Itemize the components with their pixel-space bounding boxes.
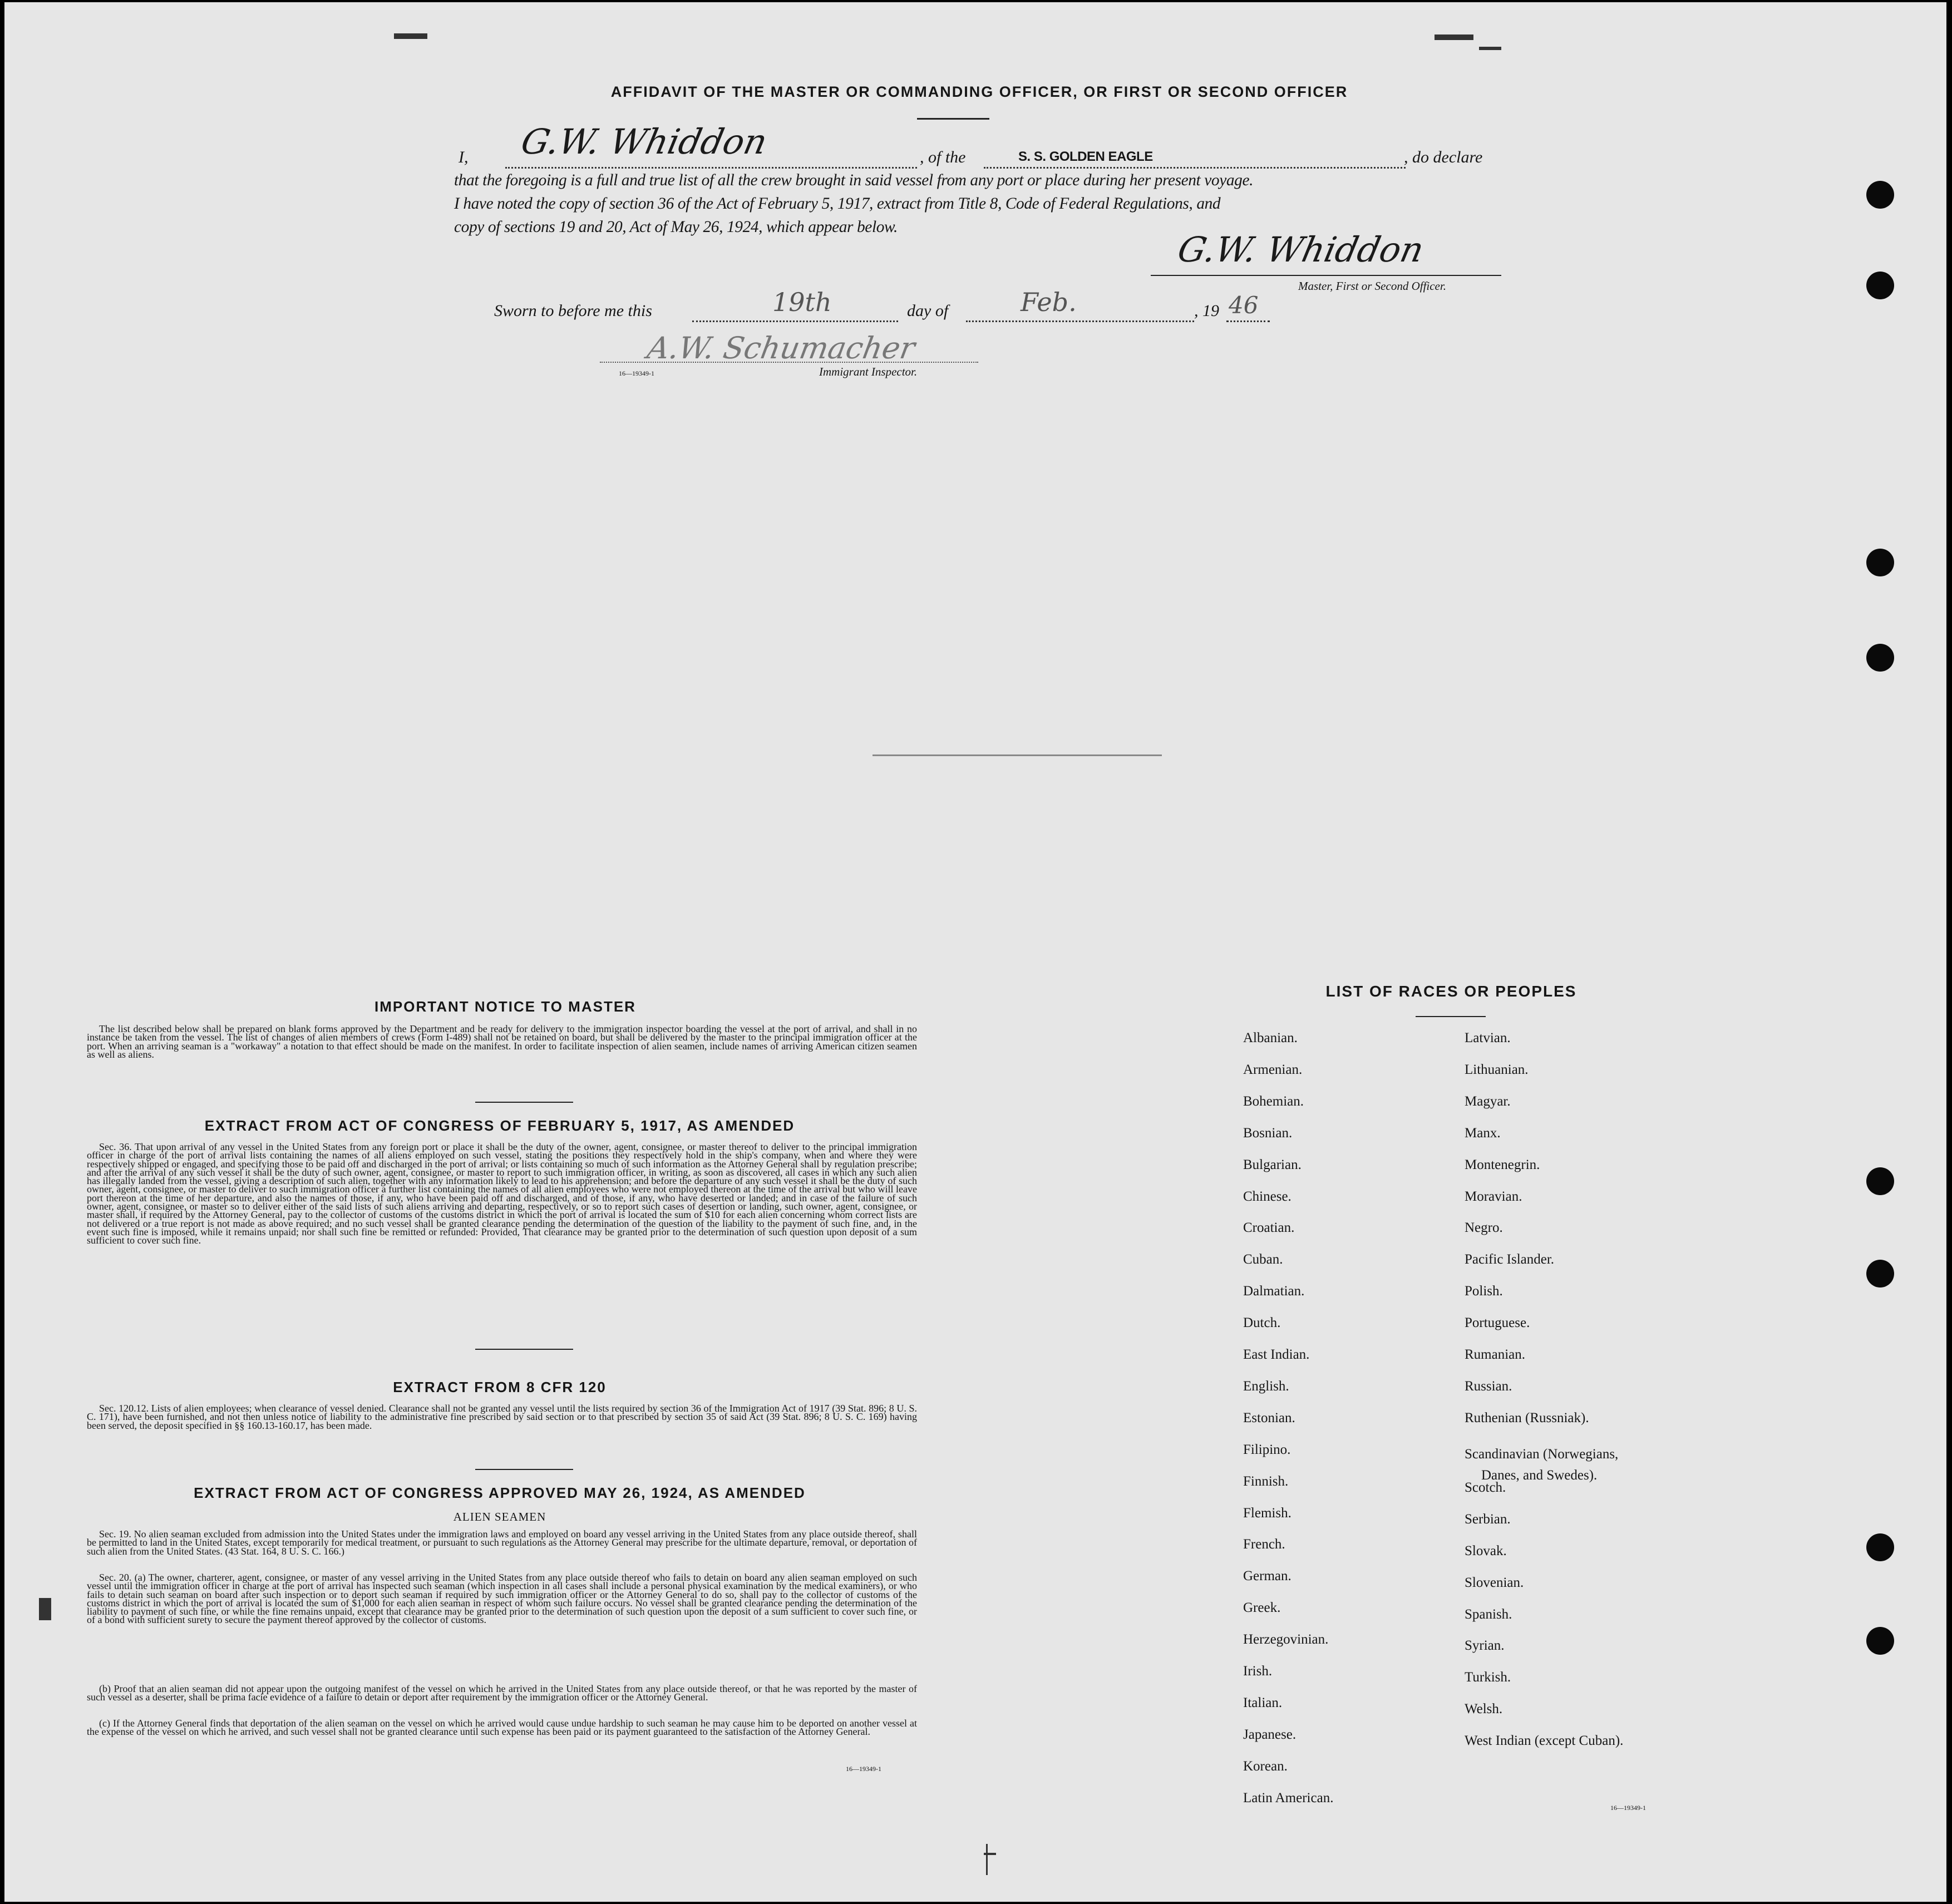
race-item: German. <box>1243 1568 1292 1584</box>
binding-mark <box>986 1844 988 1875</box>
day-of-label: day of <box>907 302 949 320</box>
extract-form-number: 16—19349-1 <box>846 1765 881 1773</box>
race-item: Montenegrin. <box>1465 1157 1540 1172</box>
section-rule <box>475 1349 573 1350</box>
do-declare-label: , do declare <box>1404 148 1483 166</box>
sworn-prefix: Sworn to before me this <box>494 302 652 320</box>
race-item: Bohemian. <box>1243 1093 1304 1109</box>
race-item: Spanish. <box>1465 1606 1512 1622</box>
race-item: Serbian. <box>1465 1511 1511 1527</box>
affidavit-form-number: 16—19349-1 <box>619 369 654 377</box>
race-item: Albanian. <box>1243 1030 1298 1045</box>
race-item: Chinese. <box>1243 1188 1292 1204</box>
race-item: Turkish. <box>1465 1670 1511 1685</box>
race-item: Estonian. <box>1243 1410 1295 1425</box>
race-item: Scandinavian (Norwegians, <box>1465 1446 1619 1462</box>
race-item: Rumanian. <box>1465 1347 1526 1362</box>
race-item: Japanese. <box>1243 1727 1297 1742</box>
inspector-signature: A.W. Schumacher <box>644 331 918 366</box>
extract-cfr-text: Sec. 120.12. Lists of alien employees; when clearance of vessel denied. Clearance shall not be granted any vessel until the lists required by section 36 of the Immigration Act of 1917 (39 Stat. 896; 8 U. S. C. 171), have been furnished, and not then unless notice of liability to the administrative fine prescribed by said section or to that prescribed by section 35 of said Act (39 Stat. 896; 8 U. S. C. 169) having been served, the deposit specified in §§ 160.13-160.17, has been made. <box>87 1403 917 1431</box>
race-item: Slovenian. <box>1465 1575 1524 1590</box>
race-item: Dalmatian. <box>1243 1284 1305 1299</box>
officer-signature: G.W. Whiddon <box>1174 229 1428 270</box>
race-item: Lithuanian. <box>1465 1062 1529 1077</box>
race-item: Polish. <box>1465 1284 1503 1299</box>
sec20c-text: (c) If the Attorney General finds that deportation of the alien seaman on the vessel on which he arrived would cause undue hardship to such seaman he may cause him to be deported on another vessel at the expense of the vessel on which he arrived, and such vessel shall not be granted clearance until such expense has been paid or its payment guaranteed to the satisfaction of the Attorney General. <box>87 1718 917 1738</box>
races-heading: LIST OF RACES OR PEOPLES <box>1325 983 1577 1000</box>
race-item: English. <box>1243 1378 1289 1394</box>
affidavit-title: AFFIDAVIT OF THE MASTER OR COMMANDING OFFICER, OR FIRST OR SECOND OFFICER <box>610 83 1348 100</box>
inspector-line <box>600 362 978 363</box>
scan-speck <box>1435 34 1473 40</box>
notice-heading: IMPORTANT NOTICE TO MASTER <box>374 998 636 1015</box>
race-item: Filipino. <box>1243 1442 1291 1457</box>
race-item: Flemish. <box>1243 1505 1292 1521</box>
section-rule <box>475 1102 573 1103</box>
scan-speck <box>1479 47 1501 50</box>
document-page <box>4 2 1946 1902</box>
scan-speck <box>873 754 1162 756</box>
punch-hole <box>1866 181 1894 209</box>
punch-hole <box>1866 644 1894 672</box>
race-item: French. <box>1243 1537 1285 1552</box>
extract-1917-text: Sec. 36. That upon arrival of any vessel in the United States from any foreign port or place it shall be the duty of the owner, agent, consignee, or master thereof to deliver to the principal immigration officer in charge of the port of arrival lists containing the names of all aliens employed on such vessel, stating the positions they respectively hold in the ship's company, when and where they were respectively shipped or engaged, and specifying those to be paid off and discharged in the port of arrival; or lists containing so much of such information as the Attorney General shall by regulation prescribe; and after the arrival of any such vessel it shall be the duty of such owner, agent, consignee, or master to report to such immigration officer, in writing, as soon as discovered, all cases in which any such alien has illegally landed from the vessel, giving a description of such alien, together with any information likely to lead to his apprehension; and before the departure of any such vessel it shall be the duty of such owner, agent, consignee, or master to deliver to such immigration officer a further list containing the names of all alien employees who were not employed thereon at the time of the arrival but who will leave port thereon at the time of her departure, and also the names of those, if any, who have been paid off and discharged, and of those, if any, who have deserted or landed; and in case of the failure of such owner, agent, consignee, or master so to deliver either of the said lists of such aliens arriving and departing, respectively, or so to report such cases of desertion or landing, such owner, agent, consignee, or master shall, if required by the Attorney General, pay to the collector of customs of the customs district in which the port of arrival is located the sum of $10 for each alien concerning whom correct lists are not delivered or a true report is not made as above required; and no such vessel shall be granted clearance pending the determination of the question of the liability to the payment of such fine, and, in the event such fine is imposed, while it remains unpaid; nor shall such fine be remitted or refunded: Provided, That clearance may be granted prior to the determination of such question upon deposit of a sum sufficient to cover such fine. <box>87 1141 917 1246</box>
scan-speck <box>394 33 427 39</box>
race-item: East Indian. <box>1243 1347 1310 1362</box>
race-item: Dutch. <box>1243 1315 1281 1331</box>
affidavit-line-3: I have noted the copy of section 36 of the Act of February 5, 1917, extract from Title 8, Code of Federal Regulations, and <box>454 195 1221 213</box>
race-item: Irish. <box>1243 1664 1273 1679</box>
race-scandinavian-continuation: Danes, and Swedes). <box>1481 1468 1598 1483</box>
notice-text: The list described below shall be prepared on blank forms approved by the Department and be ready for delivery to the immigration inspector boarding the vessel at the port of arrival, and shall in no instance be taken from the vessel. The list of changes of alien members of crews (Form I-489) shall not be retained on board, but shall be delivered by the master to the principal immigration officer at the port. When an arriving seaman is a "workaway" a notation to that effect should be made on the manifest. In order to facilitate inspection of alien seamen, include names of arriving American citizen seamen as well as aliens. <box>87 1023 917 1060</box>
year-field-line <box>1226 320 1270 322</box>
section-rule <box>475 1469 573 1470</box>
sworn-month: Feb. <box>1021 287 1077 317</box>
punch-hole <box>1866 272 1894 299</box>
race-item: Bulgarian. <box>1243 1157 1302 1172</box>
race-item: Korean. <box>1243 1758 1288 1774</box>
race-item: Cuban. <box>1243 1252 1283 1267</box>
race-item: Bosnian. <box>1243 1125 1293 1141</box>
sec20b-text: (b) Proof that an alien seaman did not appear upon the outgoing manifest of the vessel on which he arrived in the United States from any place outside thereof, or that he was reported by the master of such vessel as a deserter, shall be prima facie evidence of a failure to detain or deport after requirement by the immigration officer or the Attorney General. <box>87 1683 917 1703</box>
vessel-name: S. S. GOLDEN EAGLE <box>1018 149 1153 164</box>
month-field-line <box>966 320 1194 322</box>
master-name-signature: G.W. Whiddon <box>517 121 771 162</box>
year-prefix: , 19 <box>1194 302 1219 320</box>
extract-cfr-heading: EXTRACT FROM 8 CFR 120 <box>393 1379 607 1395</box>
affidavit-line-2: that the foregoing is a full and true list of all the crew brought in said vessel from any port or place during her present voyage. <box>454 171 1254 189</box>
vessel-field-line <box>984 167 1406 169</box>
extract-1924-heading: EXTRACT FROM ACT OF CONGRESS APPROVED MAY 26, 1924, AS AMENDED <box>194 1484 806 1501</box>
races-form-number: 16—19349-1 <box>1610 1804 1646 1812</box>
race-item: Scotch. <box>1465 1479 1506 1495</box>
race-item: Negro. <box>1465 1220 1503 1236</box>
punch-hole <box>1866 1627 1894 1655</box>
title-rule <box>917 118 989 120</box>
race-item: Welsh. <box>1465 1701 1503 1717</box>
races-heading-rule <box>1416 1016 1486 1017</box>
name-field-line <box>505 167 917 169</box>
punch-hole <box>1866 1533 1894 1561</box>
punch-hole <box>1866 1167 1894 1195</box>
race-item: Slovak. <box>1465 1543 1507 1558</box>
affidavit-line-4: copy of sections 19 and 20, Act of May 26, 1924, which appear below. <box>454 218 898 236</box>
race-item: Herzegovinian. <box>1243 1632 1329 1647</box>
of-the-label: , of the <box>920 148 966 166</box>
race-item: Italian. <box>1243 1695 1283 1710</box>
race-item: West Indian (except Cuban). <box>1465 1733 1624 1749</box>
race-item: Finnish. <box>1243 1473 1289 1489</box>
race-item: Ruthenian (Russniak). <box>1465 1410 1589 1425</box>
officer-signature-line <box>1151 275 1501 276</box>
race-item: Pacific Islander. <box>1465 1252 1555 1267</box>
sec20a-text: Sec. 20. (a) The owner, charterer, agent, consignee, or master of any vessel arriving in the United States from any place outside thereof who fails to detain on board any alien seaman employed on such vessel until the immigration officer in charge at the port of arrival has inspected such seaman (which inspection in all cases shall include a personal physical examination by the medical examiners), or who fails to detain such seaman on board after such inspection or to deport such seaman if required by such immigration officer or the Attorney General to do so, shall pay to the collector of customs of the customs district in which the port of arrival is located the sum of $1,000 for each alien seaman in respect of whom such failure occurs. No vessel shall be granted clearance pending the determination of the liability to payment of such fine, or while the fine remains unpaid, except that clearance may be granted prior to the determination of such question upon the deposit of a sum sufficient to cover such fine, or of a bond with sufficient surety to secure the payment thereof approved by the collector of customs. <box>87 1572 917 1626</box>
race-item: Portuguese. <box>1465 1315 1530 1331</box>
sworn-day: 19th <box>772 287 832 317</box>
day-field-line <box>692 320 898 322</box>
extract-1917-heading: EXTRACT FROM ACT OF CONGRESS OF FEBRUARY 5, 1917, AS AMENDED <box>204 1117 795 1134</box>
punch-hole <box>1866 1260 1894 1288</box>
race-item: Manx. <box>1465 1125 1501 1141</box>
race-item: Magyar. <box>1465 1093 1511 1109</box>
sworn-year: 46 <box>1229 292 1259 319</box>
punch-hole <box>1866 549 1894 576</box>
scan-speck <box>39 1598 51 1620</box>
sec19-text: Sec. 19. No alien seaman excluded from admission into the United States under the immigration laws and employed on board any vessel arriving in the United States from any place outside thereof, shall be permitted to land in the United States, except temporarily for medical treatment, or pursuant to such regulations as the Attorney General may prescribe for the ultimate departure, removal, or deportation of such alien from the United States. (43 Stat. 164, 8 U. S. C. 166.) <box>87 1528 918 1557</box>
race-item: Moravian. <box>1465 1188 1522 1204</box>
inspector-caption: Immigrant Inspector. <box>819 365 918 378</box>
race-item: Syrian. <box>1465 1638 1505 1654</box>
race-item: Latin American. <box>1243 1790 1334 1806</box>
race-item: Armenian. <box>1243 1062 1303 1077</box>
alien-seamen-subheading: ALIEN SEAMEN <box>453 1510 546 1523</box>
race-item: Latvian. <box>1465 1030 1511 1045</box>
officer-caption: Master, First or Second Officer. <box>1298 279 1446 293</box>
race-item: Croatian. <box>1243 1220 1295 1236</box>
race-item: Greek. <box>1243 1600 1281 1616</box>
affidavit-i-label: I, <box>459 148 469 166</box>
race-item: Russian. <box>1465 1378 1512 1394</box>
